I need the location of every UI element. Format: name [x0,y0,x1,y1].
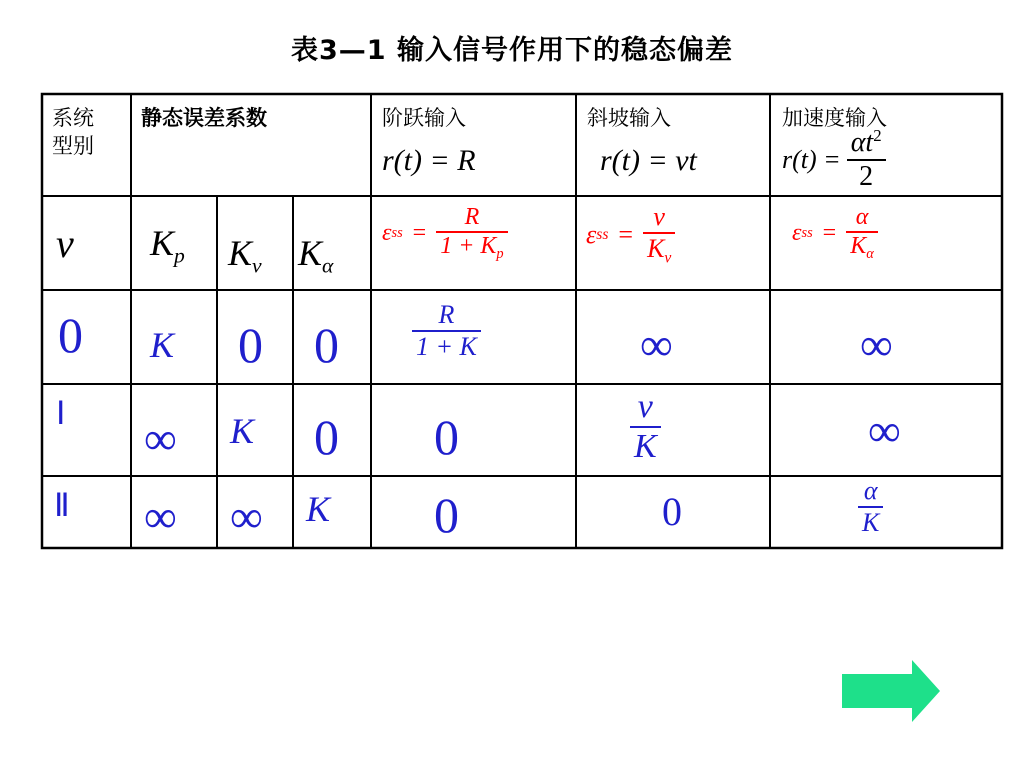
kp-sub: p [174,243,185,268]
row1-type: Ⅰ [56,395,66,431]
row2-accel-fraction [858,476,883,538]
ess-ramp-epsilon: ε [586,219,597,249]
ess-ramp-formula [586,202,675,267]
ka-sub: α [322,253,334,278]
header-step-input: 阶跃输入 [382,106,466,130]
ramp-formula: r(t) = νt [600,144,697,177]
ka-symbol [298,232,333,279]
ess-accel-epsilon: ε [792,220,802,247]
accel-formula-num: αt [850,127,874,159]
ess-accel-fraction [846,204,878,263]
nu-symbol: ν [56,221,74,266]
kv-sub: v [252,253,262,278]
row2-accel [858,476,883,538]
ess-step-num: R [464,204,480,230]
accel-formula-sup: 2 [873,126,882,145]
ess-accel-num: α [855,204,869,230]
accel-formula-den: 2 [859,161,874,193]
header-accel-input: 加速度输入 [782,106,887,130]
ess-step-den: 1 + K [440,233,497,259]
ess-step-sub: ss [391,225,403,242]
header-system-type [52,104,112,160]
row0-kp: K [150,325,175,365]
row1-accel: ∞ [868,405,901,456]
ess-step-fraction [436,204,507,263]
row0-step [412,300,481,362]
kv-symbol [228,232,262,279]
ess-step-epsilon: ε [382,220,392,247]
ess-ramp-den-sub: v [664,249,672,267]
ess-step-formula [382,204,508,263]
header-ramp-input: 斜坡输入 [587,106,671,130]
row0-step-fraction [412,300,481,362]
row2-accel-num: α [863,476,878,505]
row0-accel: ∞ [860,319,893,370]
ess-ramp-num: ν [653,202,665,231]
row1-step: 0 [434,409,459,465]
step-formula: r(t) = R [382,144,476,177]
header-static-error-coeff: 静态误差系数 [141,106,267,130]
right-arrow-icon[interactable] [842,660,940,722]
ka-main: K [298,233,323,273]
ess-step-den-sub: p [496,246,504,263]
accel-formula-lhs: r(t) = [782,144,841,174]
row0-step-den: 1 + K [416,332,477,361]
row2-step: 0 [434,487,459,543]
ess-accel-sub: ss [801,225,813,242]
ess-step-eq: = [412,220,427,247]
page-title: 表3—1 输入信号作用下的稳态偏差 [291,35,733,66]
row2-kp: ∞ [144,491,177,542]
ess-accel-den: K [850,233,867,259]
ess-ramp-eq: = [618,219,634,249]
system-type-label: 系统型别 [52,106,94,158]
row1-ramp-num: ν [637,388,653,425]
ess-accel-eq: = [822,220,837,247]
kv-main: K [228,233,253,273]
kp-main: K [150,223,175,263]
accel-formula [782,126,886,193]
row2-ramp: 0 [662,489,682,534]
row2-type: Ⅱ [54,487,70,523]
ess-ramp-sub: ss [596,225,609,243]
row0-kv: 0 [238,317,263,373]
row2-accel-den: K [862,508,880,537]
row0-ka: 0 [314,317,339,373]
row1-ramp-den: K [634,428,657,465]
row2-kv: ∞ [230,491,263,542]
row1-ramp-fraction [630,388,661,466]
row0-step-num: R [438,300,455,329]
row1-ramp [630,388,661,466]
row0-type: 0 [58,307,83,363]
row2-ka: K [306,489,331,529]
row1-kp: ∞ [144,413,177,464]
ess-ramp-fraction [643,202,675,267]
row1-ka: 0 [314,409,339,465]
ess-accel-den-sub: α [866,246,874,263]
ess-ramp-den: K [647,234,665,263]
row1-kv: K [230,411,255,451]
row0-ramp: ∞ [640,319,673,370]
accel-formula-fraction [847,126,886,193]
ess-accel-formula [792,204,878,263]
kp-symbol [150,222,185,269]
